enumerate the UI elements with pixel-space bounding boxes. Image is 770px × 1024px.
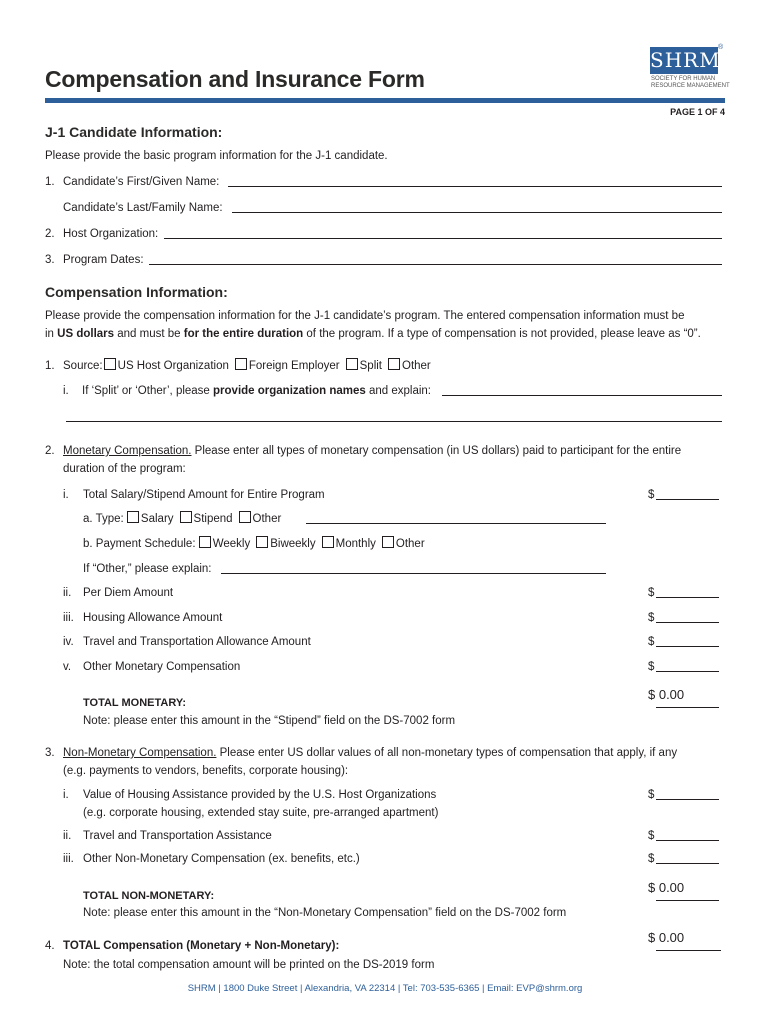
explain-text: and explain:: [365, 385, 431, 397]
total-comp-underline: [656, 950, 721, 951]
schedule-monthly-label: Monthly: [335, 538, 376, 550]
candidate-intro: Please provide the basic program information for the J-1 candidate.: [45, 150, 388, 162]
q3-number: 3.: [45, 254, 55, 266]
housing-allowance-label: Housing Allowance Amount: [83, 612, 223, 624]
per-diem-label: Per Diem Amount: [83, 587, 174, 599]
monetary-desc-line2: duration of the program:: [63, 463, 186, 475]
total-nonmon-underline: [656, 900, 719, 901]
logo-tagline-1: SOCIETY FOR HUMAN: [651, 76, 716, 82]
logo-tagline-2: RESOURCE MANAGEMENT: [651, 83, 730, 89]
explain-label: [82, 382, 431, 400]
shrm-logo: [650, 44, 730, 95]
travel-assistance-dollar: $: [648, 830, 655, 842]
host-org-label: Host Organization:: [63, 228, 159, 240]
m-i-number: i.: [63, 489, 69, 501]
travel-allowance-label: Travel and Transportation Allowance Amount: [83, 636, 311, 648]
monetary-title: Monetary Compensation.: [63, 445, 192, 457]
program-dates-field[interactable]: [149, 264, 722, 265]
housing-assistance-example: (e.g. corporate housing, extended stay suite, pre-arranged apartment): [83, 807, 439, 819]
m-ii-number: ii.: [63, 587, 72, 599]
logo-tagline: [651, 76, 741, 90]
other-nonmon-label: Other Non-Monetary Compensation (ex. benefits, etc.): [83, 853, 360, 865]
housing-allowance-dollar: $: [648, 612, 655, 624]
last-name-label: Candidate’s Last/Family Name:: [63, 202, 223, 214]
other-monetary-field[interactable]: [656, 671, 719, 672]
intro-text: and must be: [114, 328, 184, 340]
first-name-label: Candidate’s First/Given Name:: [63, 176, 220, 188]
source-split-checkbox[interactable]: [346, 358, 358, 370]
m-iii-number: iii.: [63, 612, 74, 624]
source-split-label: Split: [359, 360, 382, 372]
type-salary-label: Salary: [140, 513, 174, 525]
footer-contact: SHRM | 1800 Duke Street | Alexandria, VA 22314 | Tel: 703-535-6365 | Email: EVP@shrm.org: [187, 983, 583, 994]
section-heading-candidate: J-1 Candidate Information:: [45, 124, 223, 140]
source-number: 1.: [45, 360, 55, 372]
registered-mark: ®: [718, 44, 724, 51]
type-salary-checkbox[interactable]: [127, 511, 139, 523]
type-stipend-label: Stipend: [193, 513, 233, 525]
source-us-host-checkbox[interactable]: [104, 358, 116, 370]
first-name-field[interactable]: [228, 186, 722, 187]
schedule-other-label: Other: [395, 538, 425, 550]
type-other-checkbox[interactable]: [239, 511, 251, 523]
source-us-host-label: US Host Organization: [117, 360, 229, 372]
nonmon-title: Non-Monetary Compensation.: [63, 747, 217, 759]
nonmon-number: 3.: [45, 747, 55, 759]
housing-assistance-field[interactable]: [656, 799, 719, 800]
total-monetary-note: Note: please enter this amount in the “Stipend” field on the DS-7002 form: [83, 715, 456, 727]
m-v-number: v.: [63, 661, 72, 673]
total-nonmon-note: Note: please enter this amount in the “Non-Monetary Compensation” field on the DS-7002 form: [83, 907, 567, 919]
if-other-field[interactable]: [221, 573, 606, 574]
header-rule: [45, 98, 725, 103]
intro-text: of the program. If a type of compensation is not provided, please leave as “0”.: [303, 328, 701, 340]
n-iii-number: iii.: [63, 853, 74, 865]
travel-assistance-label: Travel and Transportation Assistance: [83, 830, 272, 842]
n-i-number: i.: [63, 789, 69, 801]
nonmon-desc: [63, 744, 677, 762]
schedule-label: b. Payment Schedule:: [83, 538, 196, 550]
type-other-field[interactable]: [306, 523, 606, 524]
intro-bold-usd: US dollars: [57, 328, 115, 340]
comp-intro-line1: Please provide the compensation information for the J-1 candidate’s program. The entered compensation information must be: [45, 310, 685, 322]
salary-dollar: $: [648, 489, 655, 501]
section-heading-compensation: Compensation Information:: [45, 284, 228, 300]
total-comp-note: Note: the total compensation amount will be printed on the DS-2019 form: [63, 959, 435, 971]
last-name-field[interactable]: [232, 212, 722, 213]
n-ii-number: ii.: [63, 830, 72, 842]
schedule-biweekly-checkbox[interactable]: [256, 536, 268, 548]
housing-assistance-dollar: $: [648, 789, 655, 801]
other-nonmon-dollar: $: [648, 853, 655, 865]
page-number: PAGE 1 OF 4: [670, 107, 725, 117]
explain-field[interactable]: [442, 395, 722, 396]
type-label: a. Type:: [83, 513, 124, 525]
explain-text: If ‘Split’ or ‘Other’, please: [82, 385, 214, 397]
m-iv-number: iv.: [63, 636, 74, 648]
nonmon-desc-line2: (e.g. payments to vendors, benefits, corporate housing):: [63, 765, 349, 777]
schedule-weekly-checkbox[interactable]: [199, 536, 211, 548]
travel-assistance-field[interactable]: [656, 840, 719, 841]
intro-text: in: [45, 328, 58, 340]
type-other-label: Other: [252, 513, 282, 525]
total-nonmon-label: TOTAL NON-MONETARY:: [83, 890, 215, 902]
housing-assistance-label: Value of Housing Assistance provided by the U.S. Host Organizations: [83, 789, 437, 801]
schedule-weekly-label: Weekly: [212, 538, 251, 550]
total-comp-value[interactable]: $ 0.00: [648, 930, 685, 945]
if-other-label: If “Other,” please explain:: [83, 563, 212, 575]
per-diem-field[interactable]: [656, 597, 719, 598]
housing-allowance-field[interactable]: [656, 622, 719, 623]
other-nonmon-field[interactable]: [656, 863, 719, 864]
intro-bold-duration: for the entire duration: [183, 328, 304, 340]
monetary-desc-text: Please enter all types of monetary compensation (in US dollars) paid to participant for the entire: [191, 445, 682, 457]
salary-amount-field[interactable]: [656, 499, 719, 500]
total-monetary-underline: [656, 707, 719, 708]
travel-allowance-dollar: $: [648, 636, 655, 648]
q1-number: 1.: [45, 176, 55, 188]
source-other-label: Other: [402, 360, 431, 372]
comp-intro-line2: [45, 325, 701, 343]
total-comp-label: TOTAL Compensation (Monetary + Non-Monetary):: [63, 940, 340, 952]
source-foreign-checkbox[interactable]: [235, 358, 247, 370]
other-monetary-dollar: $: [648, 661, 655, 673]
page-title: Compensation and Insurance Form: [45, 66, 425, 92]
per-diem-dollar: $: [648, 587, 655, 599]
nonmon-desc-text: Please enter US dollar values of all non-monetary types of compensation that apply, if any: [216, 747, 678, 759]
q2-number: 2.: [45, 228, 55, 240]
program-dates-label: Program Dates:: [63, 254, 144, 266]
salary-label: Total Salary/Stipend Amount for Entire Program: [83, 489, 325, 501]
monetary-number: 2.: [45, 445, 55, 457]
travel-allowance-field[interactable]: [656, 646, 719, 647]
schedule-row: [83, 535, 425, 553]
schedule-biweekly-label: Biweekly: [270, 538, 316, 550]
type-stipend-checkbox[interactable]: [180, 511, 192, 523]
schedule-other-checkbox[interactable]: [382, 536, 394, 548]
other-monetary-label: Other Monetary Compensation: [83, 661, 241, 673]
source-row: [63, 357, 431, 375]
host-org-field[interactable]: [164, 238, 722, 239]
source-foreign-label: Foreign Employer: [248, 360, 340, 372]
explain-bold: provide organization names: [213, 385, 366, 397]
source-other-checkbox[interactable]: [388, 358, 400, 370]
source-label: Source:: [63, 360, 103, 372]
type-row: [83, 510, 281, 528]
total-monetary-value[interactable]: $ 0.00: [648, 687, 685, 702]
explain-number: i.: [63, 385, 69, 397]
total-nonmon-value[interactable]: $ 0.00: [648, 880, 685, 895]
logo-mark: SHRM: [650, 48, 721, 72]
schedule-monthly-checkbox[interactable]: [322, 536, 334, 548]
explain-field-line2[interactable]: [66, 421, 722, 422]
total-monetary-label: TOTAL MONETARY:: [83, 697, 187, 709]
monetary-desc: [63, 442, 681, 460]
total-number: 4.: [45, 940, 55, 952]
